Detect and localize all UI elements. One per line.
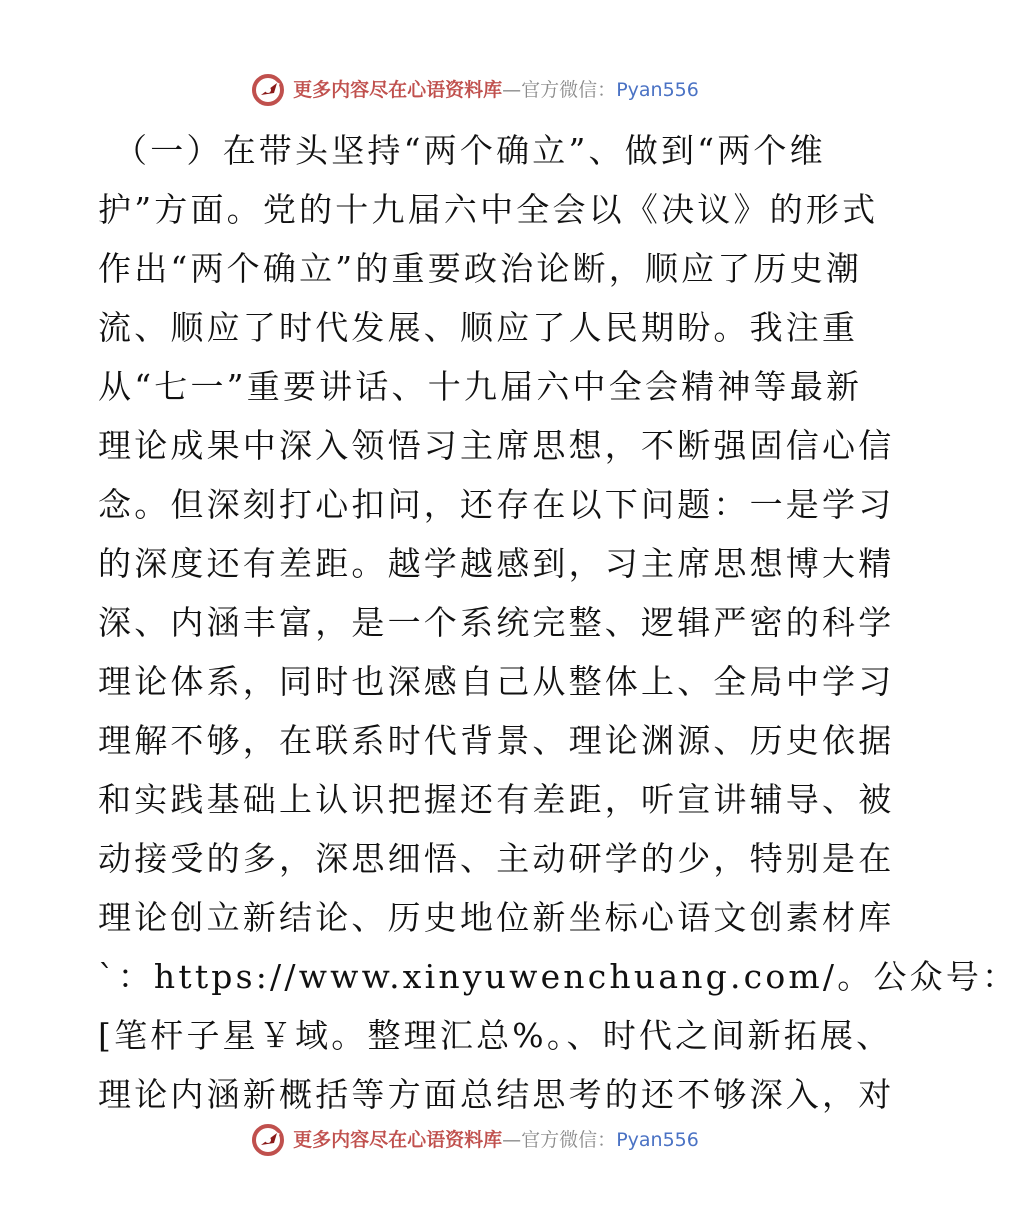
text-line: `：https://www.xinyuwenchuang.com/。公众号： [98,957,1018,996]
banner-separator: — [502,79,522,101]
banner-separator: — [502,1129,522,1151]
banner-wechat-id: Pyan556 [616,1129,699,1151]
text-line: [笔杆子星￥域。整理汇总%。、时代之间新拓展、 [98,1016,893,1055]
text-line: 理论体系，同时也深感自己从整体上、全局中学习 [98,662,895,701]
header-banner [0,70,950,110]
text-line: 作出“两个确立”的重要政治论断，顺应了历史潮 [98,249,863,288]
banner-text [293,70,699,110]
text-line: 理论成果中深入领悟习主席思想，不断强固信心信 [98,426,895,465]
text-line: 念。但深刻打心扣问，还存在以下问题：一是学习 [98,485,895,524]
banner-main-text: 更多内容尽在心语资料库 [293,79,503,101]
banner-text [293,1120,699,1160]
red-swirl-logo-icon [251,1123,285,1157]
text-line: 护”方面。党的十九届六中全会以《决议》的形式 [98,190,879,229]
text-line: 理论内涵新概括等方面总结思考的还不够深入，对 [98,1075,895,1114]
text-line: 和实践基础上认识把握还有差距，听宣讲辅导、被 [98,780,895,819]
document-body [98,121,1018,1124]
text-line: 的深度还有差距。越学越感到，习主席思想博大精 [98,544,895,583]
footer-banner [0,1120,950,1160]
red-swirl-logo-icon [251,73,285,107]
text-line: 理解不够，在联系时代背景、理论渊源、历史依据 [98,721,895,760]
text-line: 深、内涵丰富，是一个系统完整、逻辑严密的科学 [98,603,895,642]
text-line: 动接受的多，深思细悟、主动研学的少，特别是在 [98,839,895,878]
text-line: 理论创立新结论、历史地位新坐标心语文创素材库 [98,898,895,937]
banner-main-text: 更多内容尽在心语资料库 [293,1129,503,1151]
text-line: 从“七一”重要讲话、十九届六中全会精神等最新 [98,367,863,406]
banner-wechat-id: Pyan556 [616,79,699,101]
banner-official-label: 官方微信： [521,1129,617,1151]
banner-official-label: 官方微信： [521,79,617,101]
text-line: （一）在带头坚持“两个确立”、做到“两个维 [114,131,826,170]
text-line: 流、顺应了时代发展、顺应了人民期盼。我注重 [98,308,859,347]
